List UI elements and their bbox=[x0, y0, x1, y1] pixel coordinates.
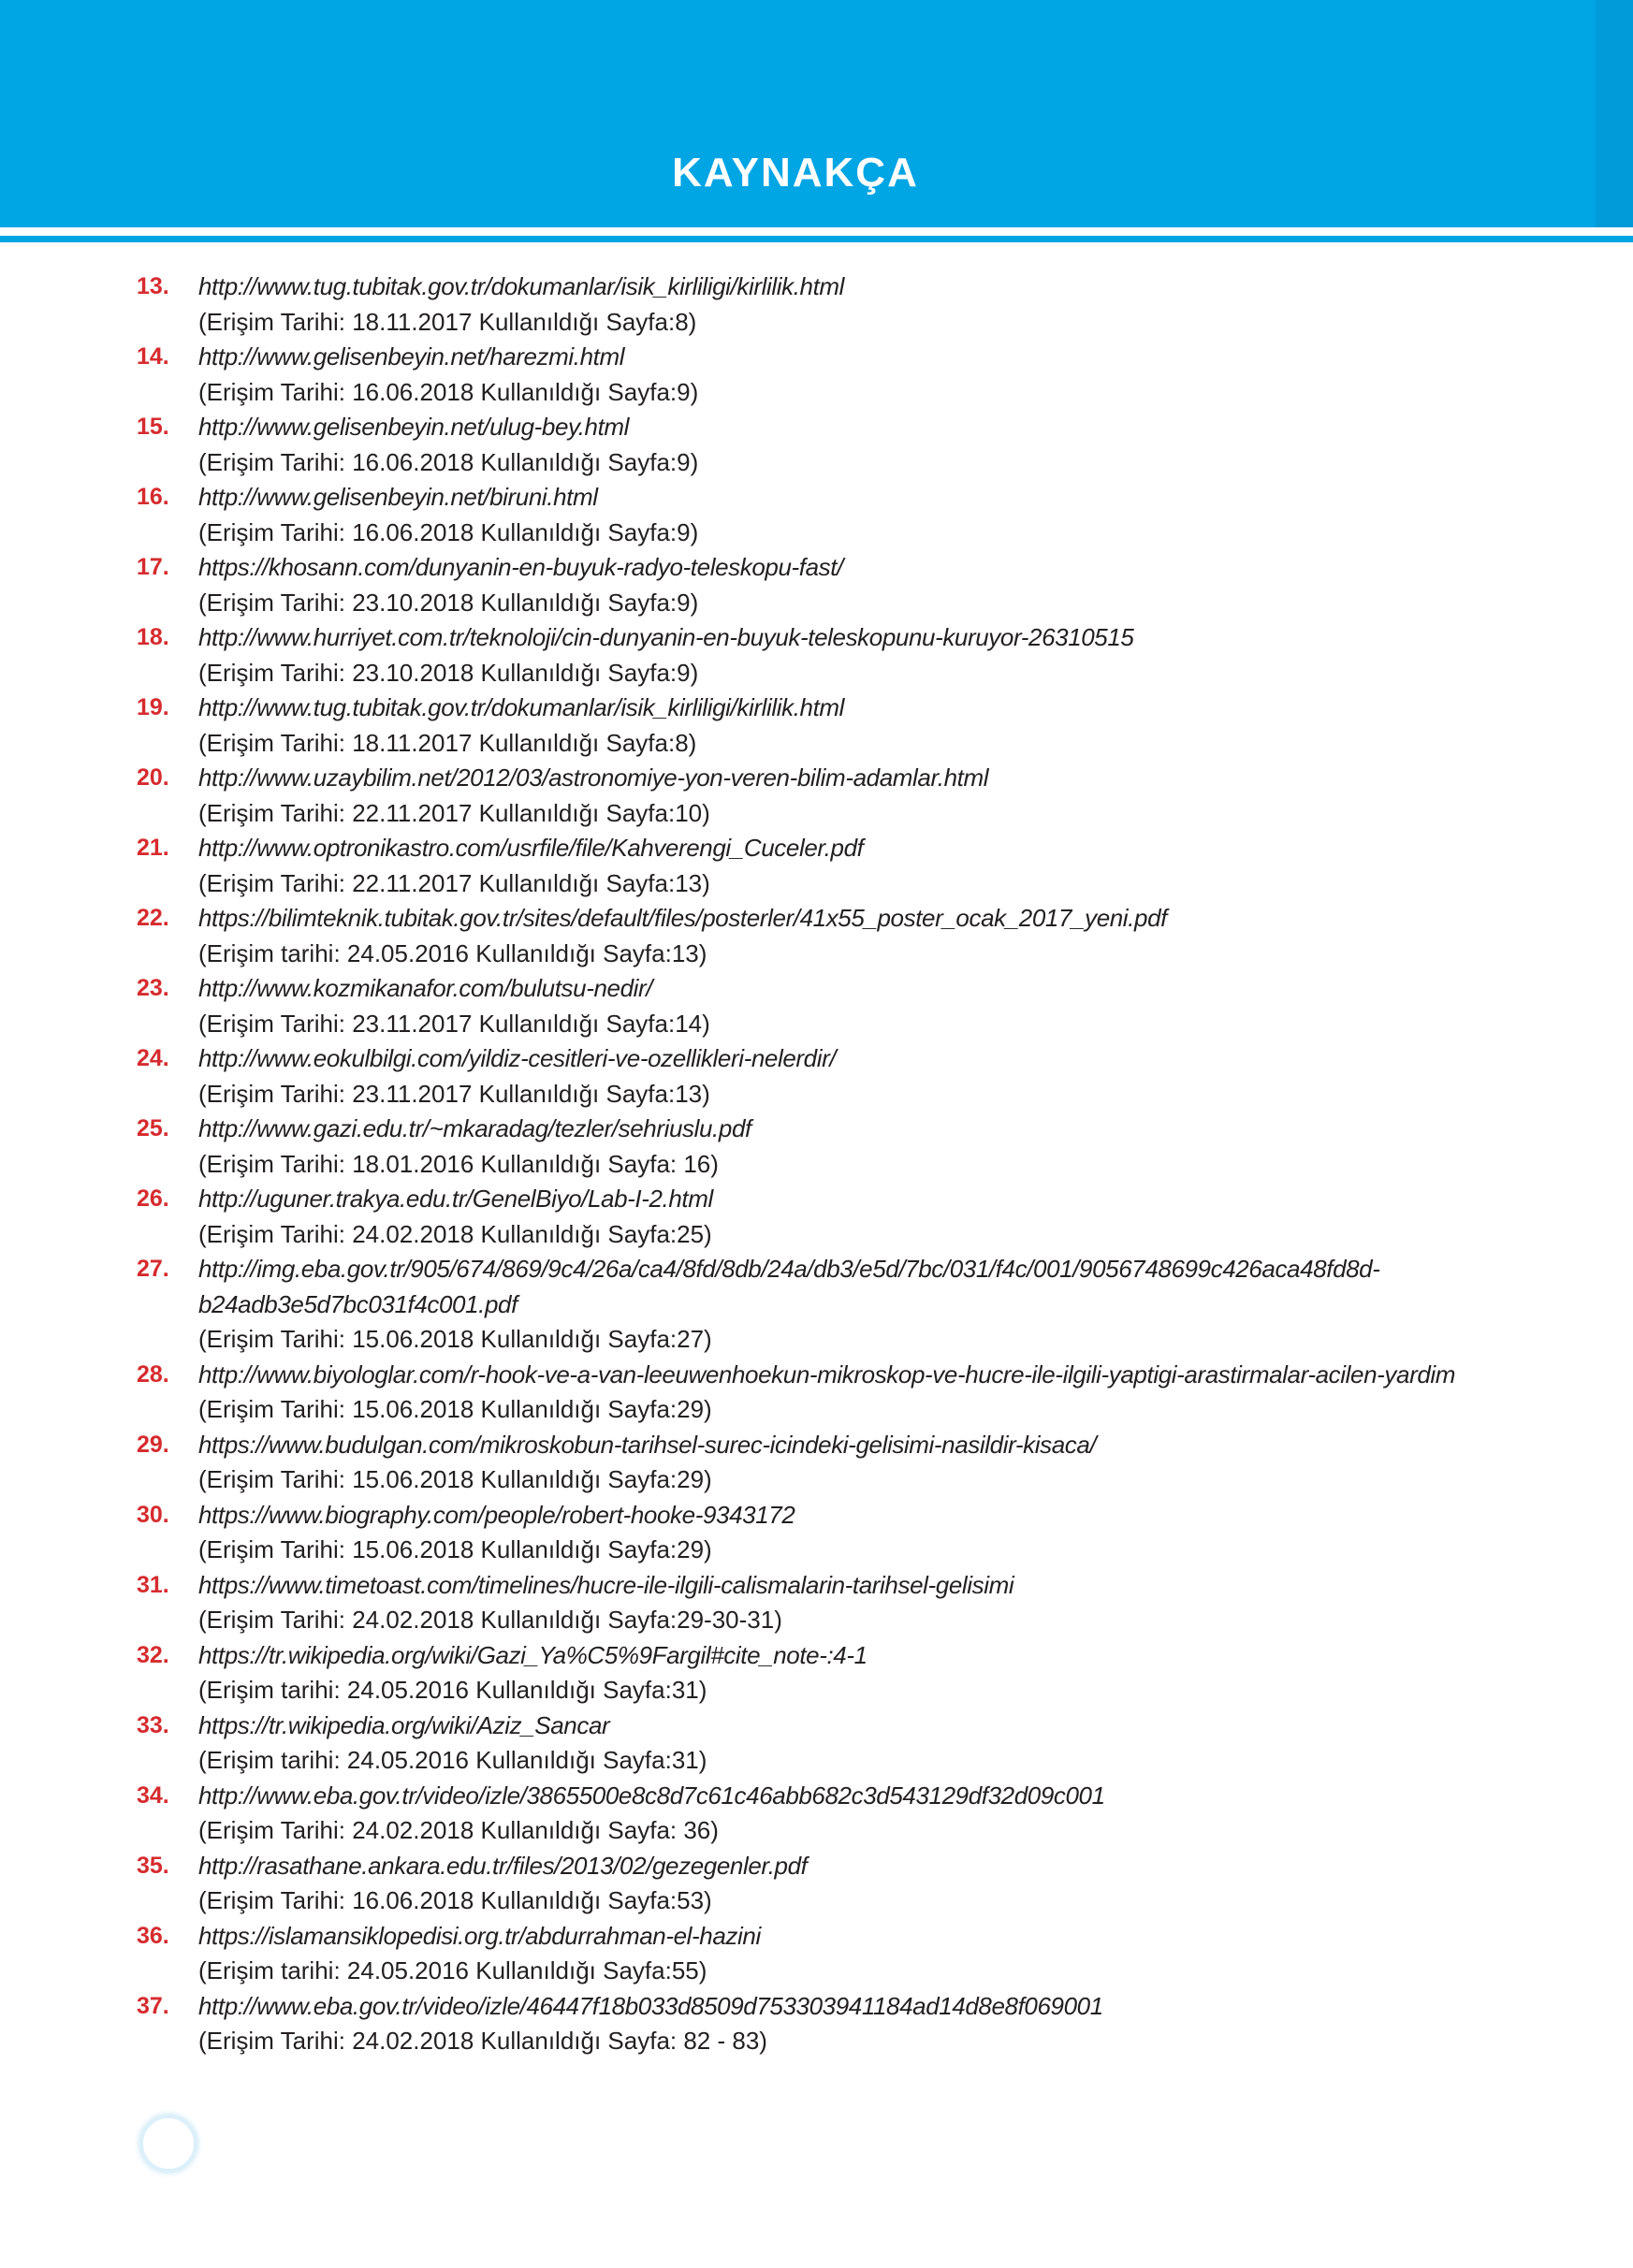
reference-item bbox=[0, 1041, 1471, 1112]
reference-number: 28. bbox=[137, 1360, 169, 1388]
reference-access-info: (Erişim tarihi: 24.05.2016 Kullanıldığı Sayfa:31) bbox=[198, 1676, 707, 1704]
reference-access-info: (Erişim Tarihi: 15.06.2018 Kullanıldığı Sayfa:27) bbox=[198, 1325, 712, 1353]
header-shade bbox=[1596, 0, 1633, 227]
reference-item bbox=[0, 1638, 1471, 1708]
reference-item bbox=[0, 1779, 1471, 1849]
reference-number: 33. bbox=[137, 1711, 169, 1738]
reference-number: 17. bbox=[137, 554, 169, 580]
reference-number: 22. bbox=[137, 905, 169, 931]
reference-access-info: (Erişim Tarihi: 23.11.2017 Kullanıldığı Sayfa:14) bbox=[198, 1009, 710, 1038]
reference-url[interactable]: http://www.tug.tubitak.gov.tr/dokumanlar/isik_kirliligi/kirlilik.html bbox=[198, 272, 845, 300]
reference-url[interactable]: http://www.eba.gov.tr/video/izle/3865500e8c8d7c61c46abb682c3d543129df32d09c001 bbox=[198, 1781, 1105, 1810]
reference-url[interactable]: http://rasathane.ankara.edu.tr/files/2013/02/gezegenler.pdf bbox=[198, 1851, 808, 1880]
reference-url[interactable]: http://www.biyologlar.com/r-hook-ve-a-van-leeuwenhoekun-mikroskop-ve-hucre-ile-ilgili-yaptigi-arastirmalar-acilen-yardim bbox=[198, 1359, 1456, 1388]
reference-access-info: (Erişim Tarihi: 24.02.2018 Kullanıldığı Sayfa:25) bbox=[198, 1219, 712, 1248]
reference-url[interactable]: http://img.eba.gov.tr/905/674/869/9c4/26a/ca4/8fd/8db/24a/db3/e5d/7bc/031/f4c/001/9056748699c426aca48fd8d-b24adb3e5d7bc031f4c001.pdf bbox=[198, 1255, 1380, 1318]
reference-item bbox=[0, 269, 1471, 340]
reference-number: 25. bbox=[137, 1115, 169, 1141]
reference-item bbox=[0, 1112, 1471, 1182]
reference-access-info: (Erişim tarihi: 24.05.2016 Kullanıldığı Sayfa:31) bbox=[198, 1746, 707, 1774]
reference-access-info: (Erişim Tarihi: 16.06.2018 Kullanıldığı Sayfa:9) bbox=[198, 517, 699, 546]
header-banner bbox=[0, 0, 1633, 227]
reference-access-info: (Erişim tarihi: 24.05.2016 Kullanıldığı Sayfa:13) bbox=[198, 938, 707, 967]
reference-item bbox=[0, 1568, 1471, 1638]
reference-number: 30. bbox=[137, 1501, 169, 1528]
reference-item bbox=[0, 480, 1471, 550]
page-title: KAYNAKÇA bbox=[672, 150, 919, 196]
reference-url[interactable]: https://khosann.com/dunyanin-en-buyuk-radyo-teleskopu-fast/ bbox=[198, 553, 843, 581]
reference-access-info: (Erişim Tarihi: 15.06.2018 Kullanıldığı Sayfa:29) bbox=[198, 1535, 712, 1563]
reference-access-info: (Erişim Tarihi: 23.10.2018 Kullanıldığı Sayfa:9) bbox=[198, 588, 699, 617]
reference-url[interactable]: https://tr.wikipedia.org/wiki/Aziz_Sancar bbox=[198, 1710, 610, 1739]
reference-item bbox=[0, 1849, 1471, 1919]
reference-url[interactable]: http://www.kozmikanafor.com/bulutsu-nedir/ bbox=[198, 974, 653, 1002]
reference-item bbox=[0, 550, 1471, 620]
reference-url[interactable]: http://www.eba.gov.tr/video/izle/46447f18b033d8509d753303941184ad14d8e8f069001 bbox=[198, 1991, 1103, 2020]
reference-item bbox=[0, 971, 1471, 1041]
reference-access-info: (Erişim Tarihi: 18.11.2017 Kullanıldığı Sayfa:8) bbox=[198, 307, 697, 336]
reference-item bbox=[0, 831, 1471, 901]
reference-number: 26. bbox=[137, 1185, 169, 1212]
reference-number: 19. bbox=[137, 694, 169, 720]
reference-access-info: (Erişim Tarihi: 18.01.2016 Kullanıldığı Sayfa: 16) bbox=[198, 1149, 719, 1178]
reference-number: 21. bbox=[137, 835, 169, 861]
reference-item bbox=[0, 1919, 1471, 1989]
reference-number: 31. bbox=[137, 1571, 169, 1598]
reference-url[interactable]: http://www.gazi.edu.tr/~mkaradag/tezler/sehriuslu.pdf bbox=[198, 1114, 751, 1142]
reference-access-info: (Erişim Tarihi: 24.02.2018 Kullanıldığı Sayfa: 82 - 83) bbox=[198, 2027, 767, 2055]
reference-url[interactable]: http://uguner.trakya.edu.tr/GenelBiyo/Lab-I-2.html bbox=[198, 1185, 713, 1213]
reference-number: 13. bbox=[137, 273, 169, 299]
reference-item bbox=[0, 1358, 1471, 1428]
reference-list bbox=[0, 269, 1633, 2059]
reference-item bbox=[0, 1708, 1471, 1779]
reference-url[interactable]: http://www.optronikastro.com/usrfile/file/Kahverengi_Cuceler.pdf bbox=[198, 834, 864, 862]
reference-number: 23. bbox=[137, 975, 169, 1001]
page-number-badge bbox=[140, 2115, 197, 2172]
reference-url[interactable]: http://www.gelisenbeyin.net/ulug-bey.html bbox=[198, 413, 630, 441]
reference-number: 18. bbox=[137, 624, 169, 650]
reference-url[interactable]: http://www.hurriyet.com.tr/teknoloji/cin-dunyanin-en-buyuk-teleskopunu-kuruyor-26310515 bbox=[198, 623, 1134, 651]
reference-access-info: (Erişim Tarihi: 24.02.2018 Kullanıldığı Sayfa:29-30-31) bbox=[198, 1606, 782, 1634]
reference-item bbox=[0, 1252, 1471, 1358]
reference-item bbox=[0, 1182, 1471, 1252]
reference-url[interactable]: http://www.tug.tubitak.gov.tr/dokumanlar/isik_kirliligi/kirlilik.html bbox=[198, 693, 845, 721]
header-divider-gap bbox=[0, 227, 1633, 236]
reference-number: 16. bbox=[137, 484, 169, 510]
reference-url[interactable]: https://www.timetoast.com/timelines/hucre-ile-ilgili-calismalarin-tarihsel-gelisimi bbox=[198, 1570, 1014, 1599]
reference-number: 24. bbox=[137, 1045, 169, 1071]
reference-access-info: (Erişim Tarihi: 16.06.2018 Kullanıldığı Sayfa:53) bbox=[198, 1886, 712, 1914]
reference-item bbox=[0, 340, 1471, 410]
reference-item bbox=[0, 1498, 1471, 1568]
reference-access-info: (Erişim Tarihi: 16.06.2018 Kullanıldığı Sayfa:9) bbox=[198, 377, 699, 406]
reference-item bbox=[0, 410, 1471, 480]
reference-number: 27. bbox=[137, 1256, 169, 1282]
reference-url[interactable]: http://www.uzaybilim.net/2012/03/astronomiye-yon-veren-bilim-adamlar.html bbox=[198, 763, 989, 792]
reference-url[interactable]: https://www.budulgan.com/mikroskobun-tarihsel-surec-icindeki-gelisimi-nasildir-kisaca/ bbox=[198, 1430, 1097, 1459]
reference-item bbox=[0, 620, 1471, 691]
reference-item bbox=[0, 1989, 1471, 2059]
reference-url[interactable]: https://bilimteknik.tubitak.gov.tr/sites/default/files/posterler/41x55_poster_ocak_2017_yeni.pdf bbox=[198, 904, 1167, 932]
reference-number: 29. bbox=[137, 1431, 169, 1458]
reference-number: 34. bbox=[137, 1781, 169, 1809]
reference-url[interactable]: http://www.gelisenbeyin.net/biruni.html bbox=[198, 483, 598, 511]
reference-url[interactable]: http://www.eokulbilgi.com/yildiz-cesitleri-ve-ozellikleri-nelerdir/ bbox=[198, 1044, 837, 1072]
header-divider-line bbox=[0, 236, 1633, 242]
reference-url[interactable]: https://islamansiklopedisi.org.tr/abdurrahman-el-hazini bbox=[198, 1921, 761, 1950]
reference-access-info: (Erişim tarihi: 24.05.2016 Kullanıldığı Sayfa:55) bbox=[198, 1956, 707, 1985]
reference-access-info: (Erişim Tarihi: 15.06.2018 Kullanıldığı Sayfa:29) bbox=[198, 1465, 712, 1493]
reference-number: 32. bbox=[137, 1641, 169, 1668]
reference-access-info: (Erişim Tarihi: 22.11.2017 Kullanıldığı Sayfa:10) bbox=[198, 798, 710, 827]
reference-url[interactable]: https://tr.wikipedia.org/wiki/Gazi_Ya%C5%9Fargil#cite_note-:4-1 bbox=[198, 1640, 868, 1669]
reference-access-info: (Erişim Tarihi: 23.10.2018 Kullanıldığı Sayfa:9) bbox=[198, 658, 699, 687]
reference-number: 35. bbox=[137, 1852, 169, 1879]
reference-access-info: (Erişim Tarihi: 16.06.2018 Kullanıldığı Sayfa:9) bbox=[198, 447, 699, 476]
reference-access-info: (Erişim Tarihi: 24.02.2018 Kullanıldığı Sayfa: 36) bbox=[198, 1816, 719, 1844]
reference-number: 20. bbox=[137, 764, 169, 791]
reference-number: 36. bbox=[137, 1922, 169, 1949]
reference-item bbox=[0, 901, 1471, 971]
reference-item bbox=[0, 691, 1471, 761]
reference-url[interactable]: http://www.gelisenbeyin.net/harezmi.html bbox=[198, 342, 625, 371]
reference-access-info: (Erişim Tarihi: 22.11.2017 Kullanıldığı Sayfa:13) bbox=[198, 868, 710, 897]
reference-number: 14. bbox=[137, 343, 169, 370]
reference-access-info: (Erişim Tarihi: 15.06.2018 Kullanıldığı Sayfa:29) bbox=[198, 1395, 712, 1423]
reference-access-info: (Erişim Tarihi: 18.11.2017 Kullanıldığı Sayfa:8) bbox=[198, 728, 697, 757]
reference-item bbox=[0, 761, 1471, 831]
reference-access-info: (Erişim Tarihi: 23.11.2017 Kullanıldığı Sayfa:13) bbox=[198, 1079, 710, 1108]
reference-number: 15. bbox=[137, 414, 169, 440]
reference-url[interactable]: https://www.biography.com/people/robert-hooke-9343172 bbox=[198, 1500, 795, 1529]
reference-item bbox=[0, 1428, 1471, 1498]
reference-number: 37. bbox=[137, 1992, 169, 2019]
